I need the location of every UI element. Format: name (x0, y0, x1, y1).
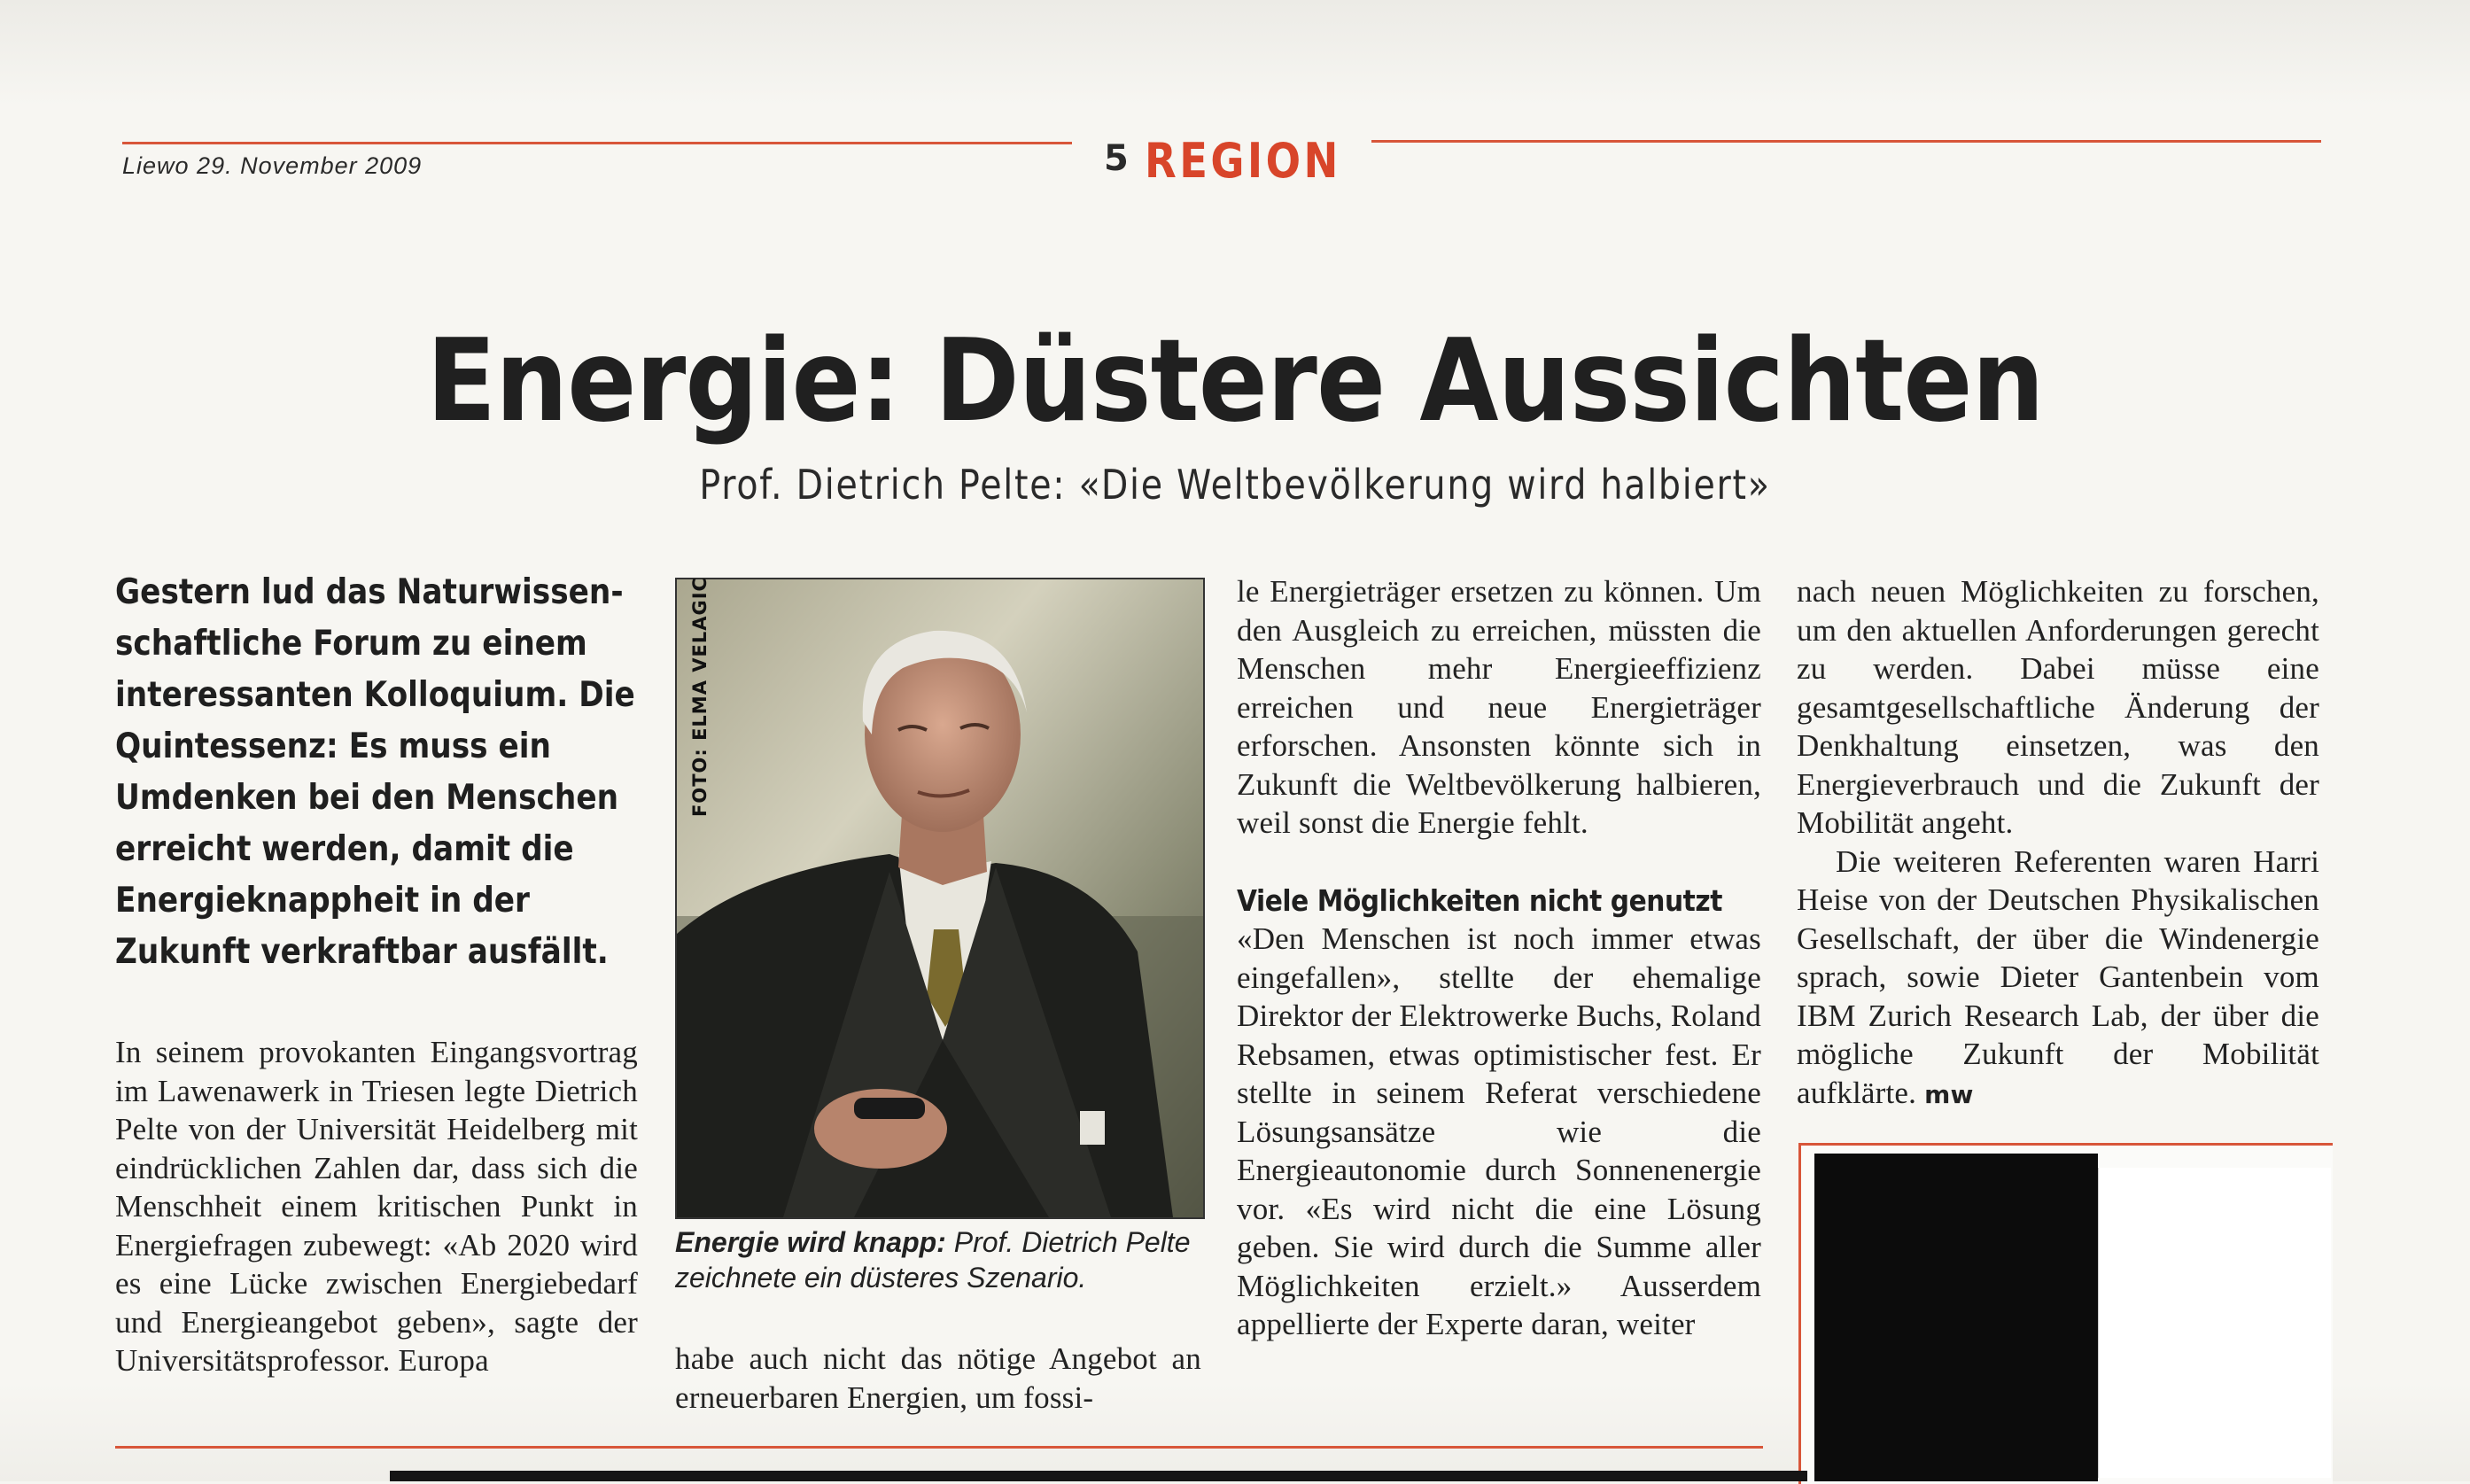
photo-caption (675, 1224, 1207, 1295)
lead-paragraph (115, 567, 653, 978)
lead-line: interessanten Kolloquium. Die (115, 675, 635, 715)
lead-line: schaftliche Forum zu einem (115, 624, 587, 664)
lead-line: Energieknappheit in der (115, 881, 530, 921)
author-initials: mw (1924, 1079, 1974, 1109)
lead-line: Quintessenz: Es muss ein (115, 726, 552, 766)
page-number: 5 (1104, 138, 1129, 179)
lead-line: Zukunft verkraftbar ausfällt. (115, 932, 609, 972)
caption-text: Prof. Dietrich Pelte zeichnete ein düsteres Szenario. (675, 1226, 1191, 1294)
body-column-1 (115, 1033, 638, 1380)
masthead-rule-right (1371, 140, 2321, 143)
lead-line: Umdenken bei den Menschen (115, 778, 619, 818)
headline: Energie: Düstere Aussichten (426, 315, 2044, 447)
dateline: Liewo 29. November 2009 (122, 152, 423, 179)
advertisement-redacted-block (1814, 1154, 2098, 1481)
body-paragraph: habe auch nicht das nötige Angebot an erneuerbaren Energien, um fossi- (675, 1341, 1201, 1415)
body-column-4 (1797, 572, 2319, 1114)
section-title: REGION (1145, 133, 1341, 189)
portrait-illustration (677, 579, 1203, 1217)
body-paragraph: «Den Menschen ist noch immer etwas eingefallen», stellte der ehemalige Direktor der Elektrowerke Buchs, Roland Rebsamen, etwas optimistischer fest. Er stellte in seinem Referat verschiedene Lösungsansätze wie die Energieautonomie durch Sonnenenergie vor. «Es wird nicht die eine Lösung geben. Sie wird durch die Summe aller Möglichkeiten erzielt.» Ausserdem appellierte der Experte daran, weiter (1237, 921, 1761, 1341)
caption-bold: Energie wird knapp: (675, 1226, 946, 1258)
masthead-rule-left (122, 142, 1072, 144)
lead-line: Gestern lud das Naturwissen- (115, 572, 624, 612)
next-page-edge (390, 1471, 1807, 1481)
body-text: Die weiteren Referenten waren Harri Heise von der Deutschen Physikalischen Gesellschaft, der über die Windenergie sprach, sowie Dieter Gantenbein vom IBM Zurich Research Lab, der über die mögliche Zukunft der Mobilität aufklärte. (1797, 843, 2319, 1110)
photo-credit-text: FOTO: ELMA VELAGIC (689, 577, 711, 817)
article-photo (675, 578, 1205, 1219)
body-column-2 (675, 1340, 1201, 1417)
bottom-rule (115, 1446, 1763, 1449)
subheadline: Prof. Dietrich Pelte: «Die Weltbevölkerung wird halbiert» (699, 461, 1771, 509)
lead-line: erreicht werden, damit die (115, 829, 574, 869)
body-paragraph (1797, 843, 2319, 1115)
column-subheading: Viele Möglichkeiten nicht genutzt (1237, 882, 1723, 918)
body-paragraph: In seinem provokanten Eingangsvortrag im Lawenawerk in Triesen legte Dietrich Pelte von der Universität Heidelberg mit eindrücklichen Zahlen dar, dass sich die Menschheit einem kritischen Punkt in Energiefragen zubewegt: «Ab 2020 wird es eine Lücke zwischen Energiebedarf und Energieangebot geben», sagte der Universitätsprofessor. Europa (115, 1035, 638, 1378)
body-paragraph: nach neuen Möglichkeiten zu forschen, um den aktuellen Anforderungen gerecht zu werden. Dabei müsse eine gesamtgesellschaftliche Änderung der Denkhaltung einsetzen, was den Energieverbrauch und die Zukunft der Mobilität angeht. (1797, 574, 2319, 840)
photo-credit (684, 577, 719, 822)
advertisement-blank-area (2098, 1168, 2331, 1478)
body-paragraph: le Energieträger ersetzen zu können. Um den Ausgleich zu erreichen, müssten die Menschen mehr Energieeffizienz erreichen und neue Energieträger erforschen. Ansonsten könnte sich in Zukunft die Weltbevölkerung halbieren, weil sonst die Energie fehlt. (1237, 574, 1761, 840)
body-column-3 (1237, 572, 1761, 1344)
